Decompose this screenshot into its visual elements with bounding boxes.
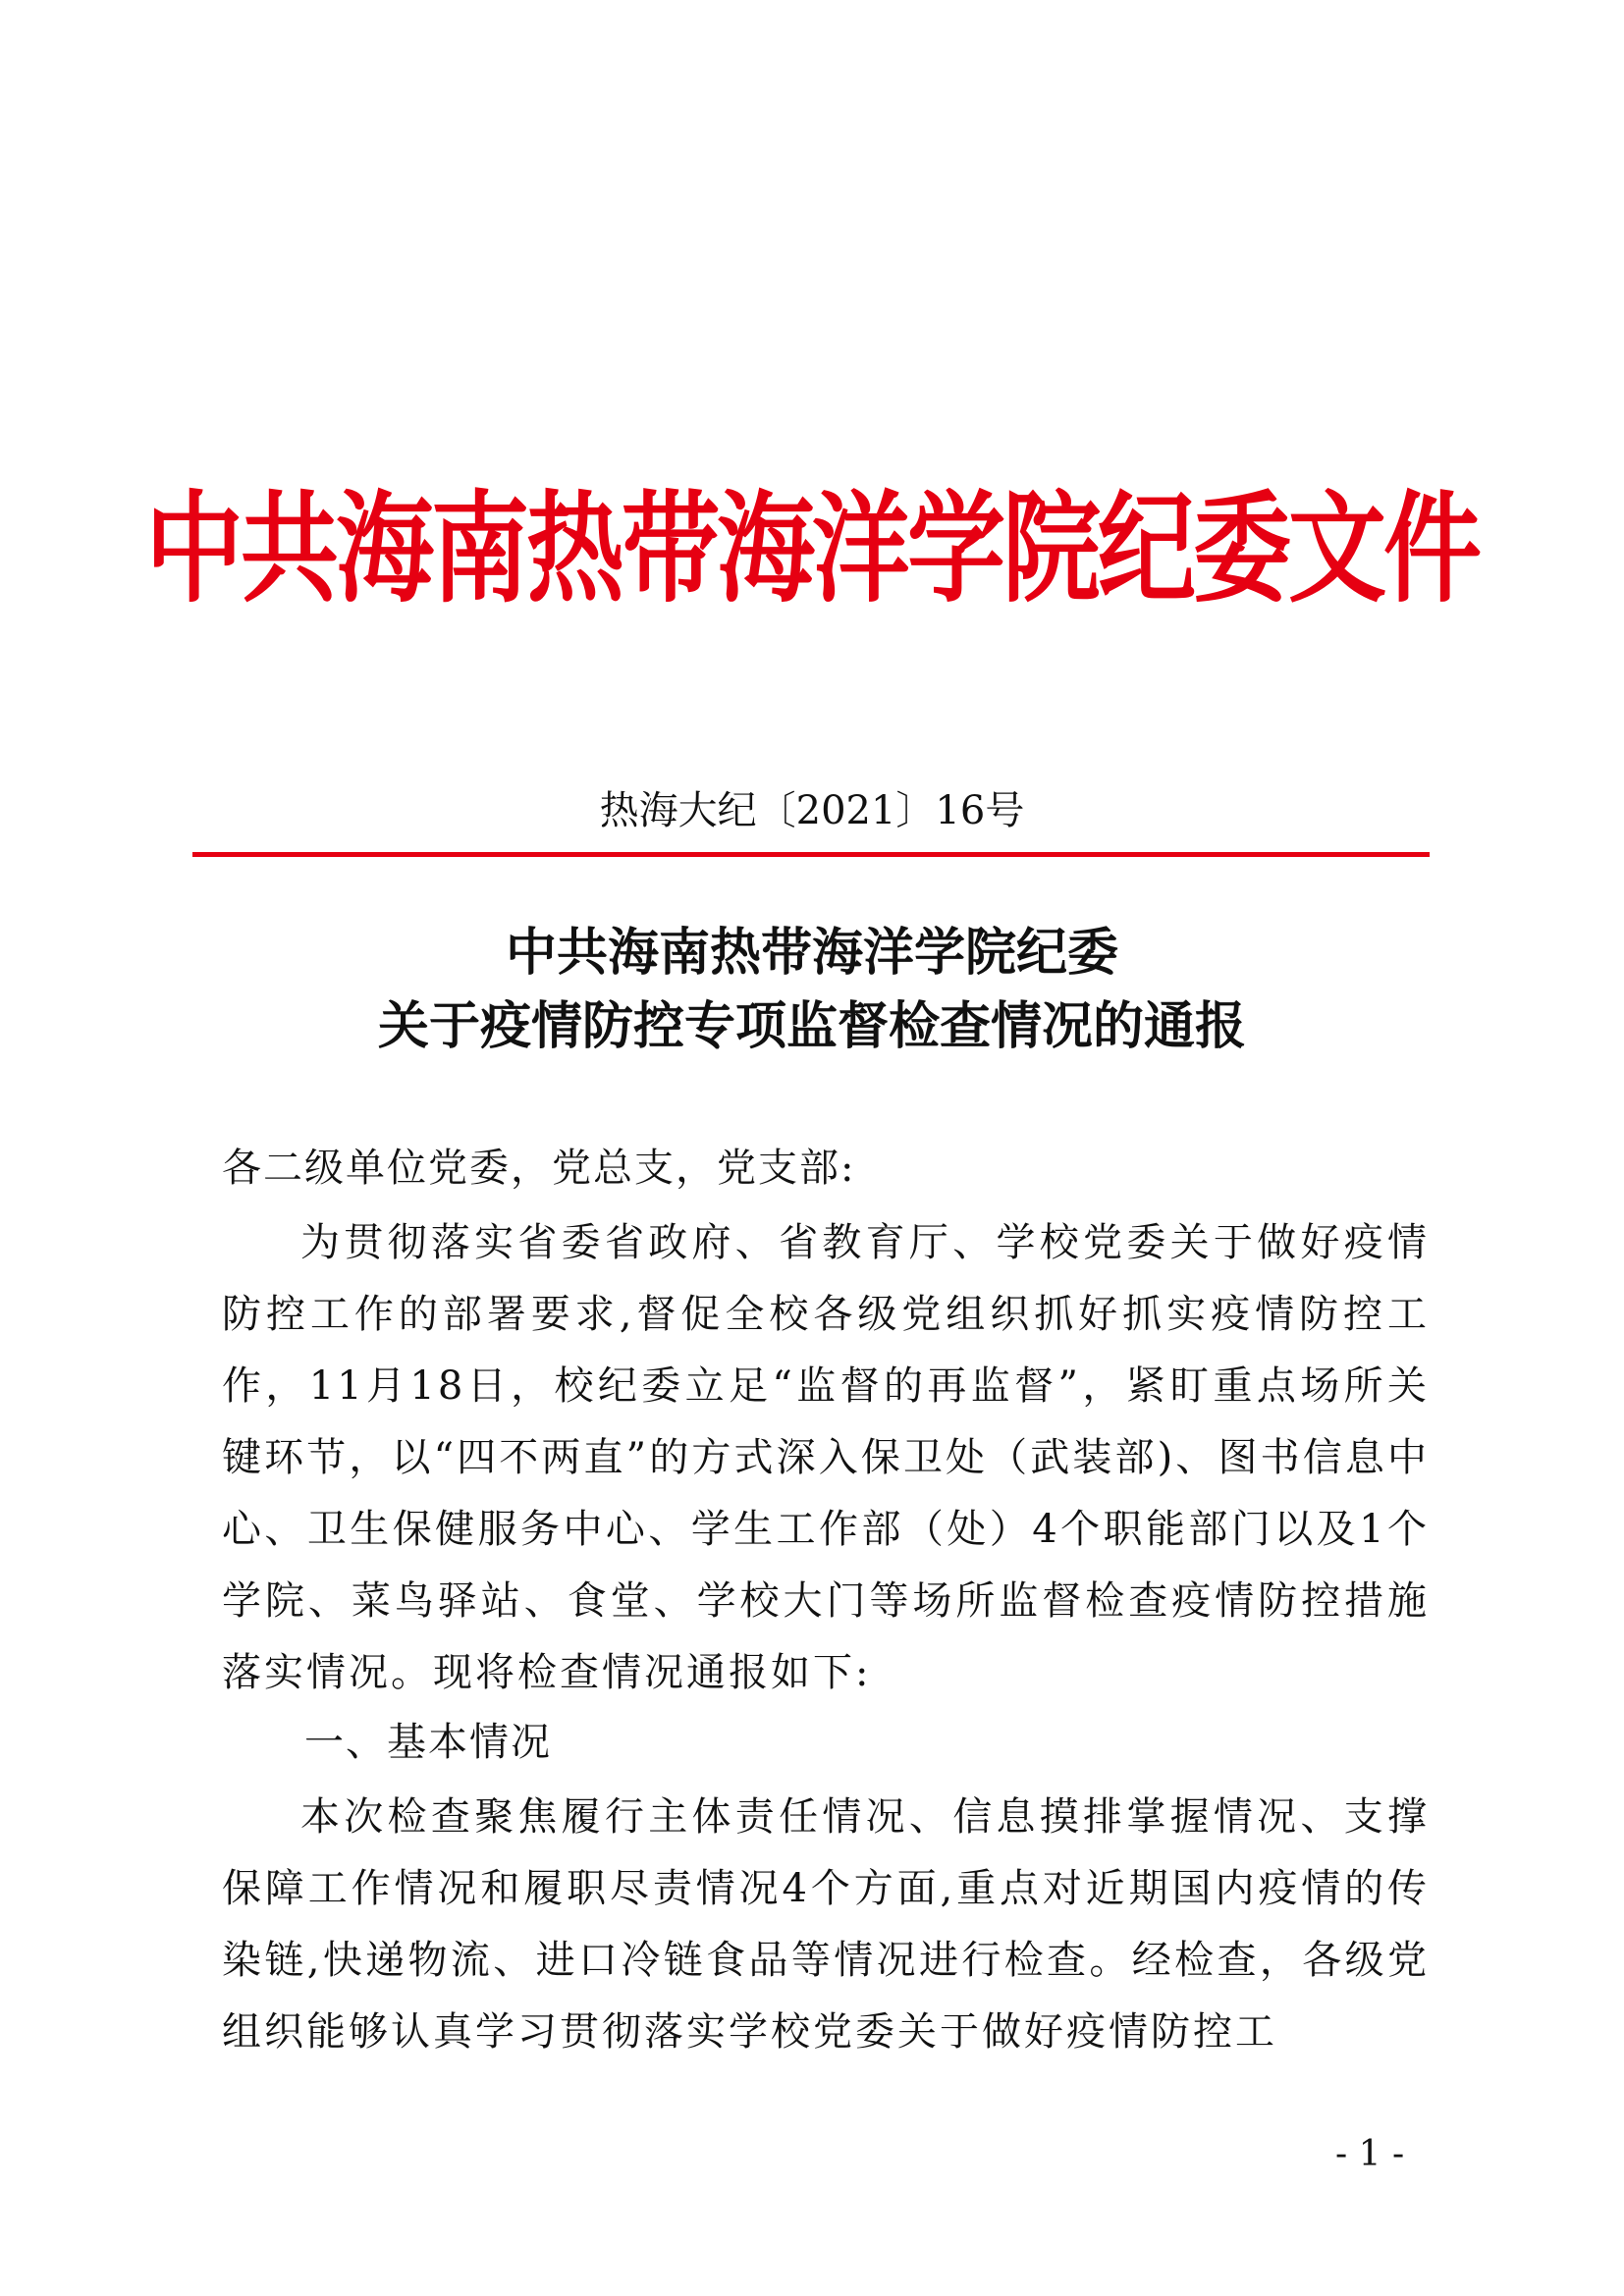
header-divider-line (192, 852, 1430, 857)
body-paragraph-2: 本次检查聚焦履行主体责任情况、信息摸排掌握情况、支撑保障工作情况和履职尽责情况4个方面,重点对近期国内疫情的传染链,快递物流、进口冷链食品等情况进行检查。经检查，各级党组织能够认真学习贯彻落实学校党委关于做好疫情防控工 (222, 1794, 1430, 2055)
document-header-title: 中共海南热带海洋学院纪委文件 (145, 479, 1479, 619)
document-number: 热海大纪〔2021〕16号 (599, 788, 1025, 833)
body-paragraph-1: 为贯彻落实省委省政府、省教育厅、学校党委关于做好疫情防控工作的部署要求,督促全校各级党组织抓好抓实疫情防控工作，11月18日，校纪委立足“监督的再监督”，紧盯重点场所关键环节，以“四不两直”的方式深入保卫处（武装部)、图书信息中心、卫生保健服务中心、学生工作部（处）4个职能部门以及1个学院、菜鸟驿站、食堂、学校大门等场所监督检查疫情防控措施落实情况。现将检查情况通报如下: (222, 1220, 1430, 1695)
notice-title-line-2: 关于疫情防控专项监督检查情况的通报 (377, 997, 1246, 1056)
section-heading-basic-situation: 一、基本情况 (304, 1720, 552, 1765)
notice-title-line-1: 中共海南热带海洋学院纪委 (505, 924, 1118, 983)
page-number: - 1 - (1335, 2134, 1405, 2174)
salutation: 各二级单位党委，党总支，党支部: (222, 1146, 856, 1191)
